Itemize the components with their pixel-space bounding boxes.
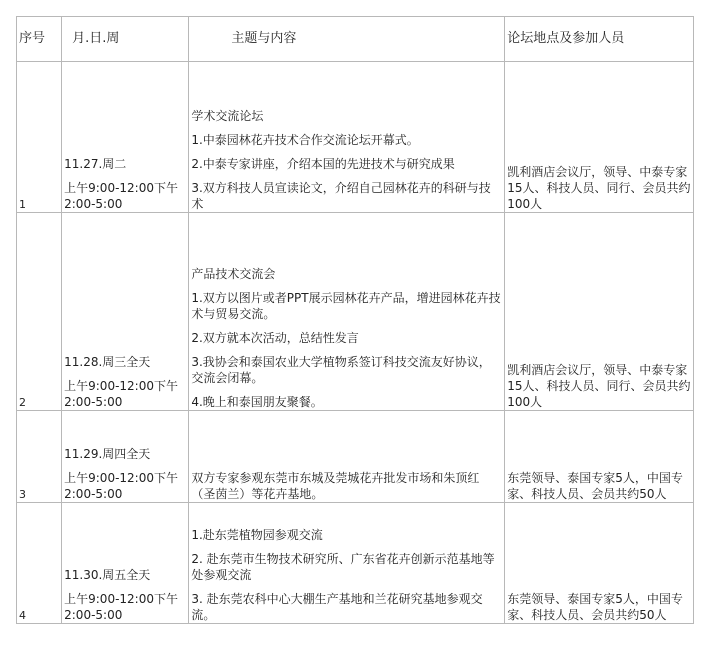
table-row	[17, 62, 694, 213]
content-line: 1.赴东莞植物园参观交流	[191, 528, 323, 542]
row-date-cell	[62, 213, 189, 411]
row-place: 东莞领导、泰国专家5人，中国专家、科技人员、会员共约50人	[507, 471, 683, 501]
row-place: 东莞领导、泰国专家5人，中国专家、科技人员、会员共约50人	[507, 592, 683, 622]
content-line: 3.双方科技人员宣读论文，介绍自己园林花卉的科研与技术	[191, 181, 491, 211]
row-place-cell	[505, 503, 694, 624]
row-place: 凯利酒店会议厅，领导、中泰专家15人、科技人员、同行、会员共约100人	[507, 165, 691, 211]
row-time: 上午9:00-12:00下午2:00-5:00	[64, 471, 178, 501]
row-place-cell	[505, 213, 694, 411]
content-line: 学术交流论坛	[191, 109, 264, 123]
content-line: 1.中泰园林花卉技术合作交流论坛开幕式。	[191, 133, 419, 147]
row-place-cell	[505, 62, 694, 213]
row-content-cell	[189, 62, 505, 213]
content-line: 3. 赴东莞农科中心大棚生产基地和兰花研究基地参观交流。	[191, 592, 483, 622]
content-line: 产品技术交流会	[191, 267, 276, 281]
row-time: 上午9:00-12:00下午2:00-5:00	[64, 181, 178, 211]
content-line: 1.双方以图片或者PPT展示园林花卉产品，增进园林花卉技术与贸易交流。	[191, 291, 501, 321]
table-row	[17, 411, 694, 503]
row-date: 11.30.周五全天	[64, 568, 151, 582]
content-line: 2. 赴东莞市生物技术研究所、广东省花卉创新示范基地等处参观交流	[191, 552, 495, 582]
row-date: 11.28.周三全天	[64, 355, 151, 369]
row-date: 11.29.周四全天	[64, 447, 151, 461]
header-date: 月.日.周	[62, 17, 189, 62]
row-time: 上午9:00-12:00下午2:00-5:00	[64, 379, 178, 409]
row-date: 11.27.周二	[64, 157, 127, 171]
content-line: 2.中泰专家讲座，介绍本国的先进技术与研究成果	[191, 157, 455, 171]
row-date-cell	[62, 62, 189, 213]
row-content-cell	[189, 411, 505, 503]
row-place-cell	[505, 411, 694, 503]
content-line: 4.晚上和泰国朋友聚餐。	[191, 395, 323, 409]
row-number: 1	[17, 62, 62, 213]
schedule-table	[16, 16, 694, 624]
row-place: 凯利酒店会议厅，领导、中泰专家15人、科技人员、同行、会员共约100人	[507, 363, 691, 409]
table-row	[17, 213, 694, 411]
table-row	[17, 503, 694, 624]
row-date-cell	[62, 411, 189, 503]
row-time: 上午9:00-12:00下午2:00-5:00	[64, 592, 178, 622]
row-content-cell	[189, 213, 505, 411]
row-date-cell	[62, 503, 189, 624]
header-content: 主题与内容	[189, 17, 505, 62]
row-number: 2	[17, 213, 62, 411]
row-number: 4	[17, 503, 62, 624]
row-content-cell	[189, 503, 505, 624]
content-line: 2.双方就本次活动，总结性发言	[191, 331, 359, 345]
row-number: 3	[17, 411, 62, 503]
content-line: 双方专家参观东莞市东城及莞城花卉批发市场和朱顶红（圣茵兰）等花卉基地。	[191, 471, 480, 501]
header-place: 论坛地点及参加人员	[505, 17, 694, 62]
header-no: 序号	[17, 17, 62, 62]
table-header-row	[17, 17, 694, 62]
content-line: 3.我协会和泰国农业大学植物系签订科技交流友好协议，交流会闭幕。	[191, 355, 491, 385]
